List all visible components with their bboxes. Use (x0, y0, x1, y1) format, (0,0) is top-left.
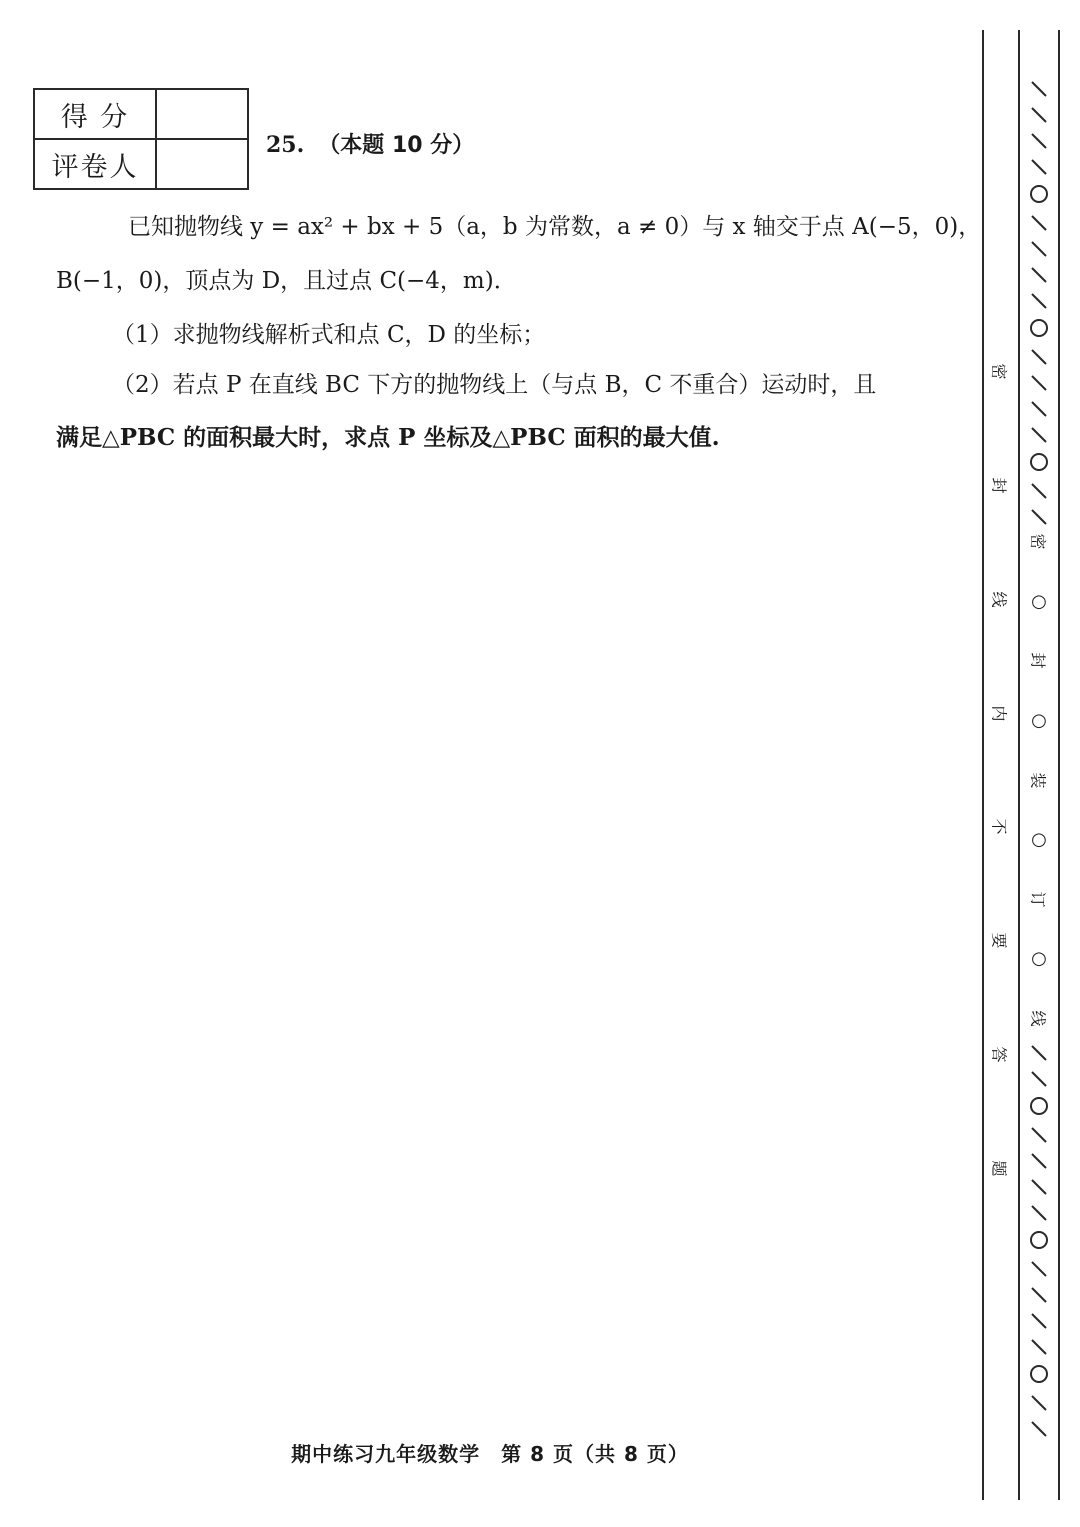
binding-circle (1031, 186, 1047, 202)
seal-char: 封 (989, 477, 1009, 494)
binding-char: 装 (1028, 771, 1048, 789)
seal-char: 内 (989, 705, 1009, 722)
binding-slash (1032, 484, 1046, 498)
binding-slash (1032, 428, 1046, 442)
grader-label: 评卷人 (34, 139, 156, 189)
question-points: （本题 10 分） (318, 133, 475, 158)
binding-slash (1032, 216, 1046, 230)
score-cell (156, 89, 248, 139)
binding-slash (1032, 1422, 1046, 1436)
seal-char: 答 (989, 1046, 1009, 1063)
score-label: 得 分 (34, 89, 156, 139)
binding-slash (1032, 134, 1046, 148)
binding-slash (1032, 268, 1046, 282)
circle-mark: ○ (1031, 948, 1047, 970)
binding-slash (1032, 108, 1046, 122)
binding-slash (1032, 350, 1046, 364)
binding-char: 密 (1028, 533, 1048, 550)
binding-slash (1032, 1180, 1046, 1194)
question-stem-line-1: 已知抛物线 y = ax² + bx + 5（a，b 为常数，a ≠ 0）与 x 轴交于点 A(−5，0)， (128, 214, 982, 240)
binding-circle (1031, 1232, 1047, 1248)
binding-char: 订 (1028, 891, 1048, 908)
binding-label-column (1022, 530, 1056, 1030)
margin-rule-right (1058, 30, 1060, 1500)
binding-slash (1032, 1072, 1046, 1086)
margin-rule-middle (1018, 30, 1020, 1500)
binding-circle (1031, 1098, 1047, 1114)
binding-circle (1031, 1366, 1047, 1382)
page-footer: 期中练习九年级数学 第 8 页（共 8 页） (291, 1442, 689, 1466)
binding-slash (1032, 1206, 1046, 1220)
score-box (33, 88, 249, 190)
seal-char: 题 (989, 1160, 1009, 1177)
seal-char: 要 (989, 932, 1009, 949)
binding-slash (1032, 294, 1046, 308)
binding-char: 线 (1028, 1010, 1048, 1027)
binding-slash (1032, 242, 1046, 256)
question-part-2-continued: 满足△PBC 的面积最大时，求点 P 坐标及△PBC 面积的最大值. (56, 424, 720, 451)
binding-slash (1032, 160, 1046, 174)
question-part-1: （1）求抛物线解析式和点 C，D 的坐标； (112, 322, 546, 348)
binding-circle (1031, 320, 1047, 336)
binding-slash (1032, 82, 1046, 96)
question-header (266, 128, 474, 159)
binding-circle (1031, 454, 1047, 470)
binding-slash (1032, 1340, 1046, 1354)
seal-char: 密 (989, 363, 1009, 380)
binding-slash (1032, 1046, 1046, 1060)
seal-notice-column (985, 360, 1015, 1180)
binding-slash (1032, 1262, 1046, 1276)
binding-char: 封 (1028, 652, 1048, 669)
question-part-2: （2）若点 P 在直线 BC 下方的抛物线上（与点 B，C 不重合）运动时，且 (112, 372, 877, 398)
circle-mark: ○ (1031, 829, 1047, 851)
binding-slash (1032, 402, 1046, 416)
question-stem-line-2: B(−1，0)，顶点为 D，且过点 C(−4，m)． (56, 268, 517, 294)
binding-slash (1032, 1128, 1046, 1142)
binding-slash (1032, 1396, 1046, 1410)
circle-mark: ○ (1031, 590, 1047, 612)
binding-slash (1032, 1288, 1046, 1302)
seal-char: 不 (989, 818, 1009, 835)
binding-slash (1032, 376, 1046, 390)
grader-cell (156, 139, 248, 189)
binding-slash (1032, 1314, 1046, 1328)
binding-slash (1032, 1154, 1046, 1168)
seal-char: 线 (989, 591, 1009, 608)
circle-mark: ○ (1031, 709, 1047, 731)
question-number: 25. (266, 132, 305, 158)
margin-rule-left (982, 30, 984, 1500)
binding-slash (1032, 510, 1046, 524)
